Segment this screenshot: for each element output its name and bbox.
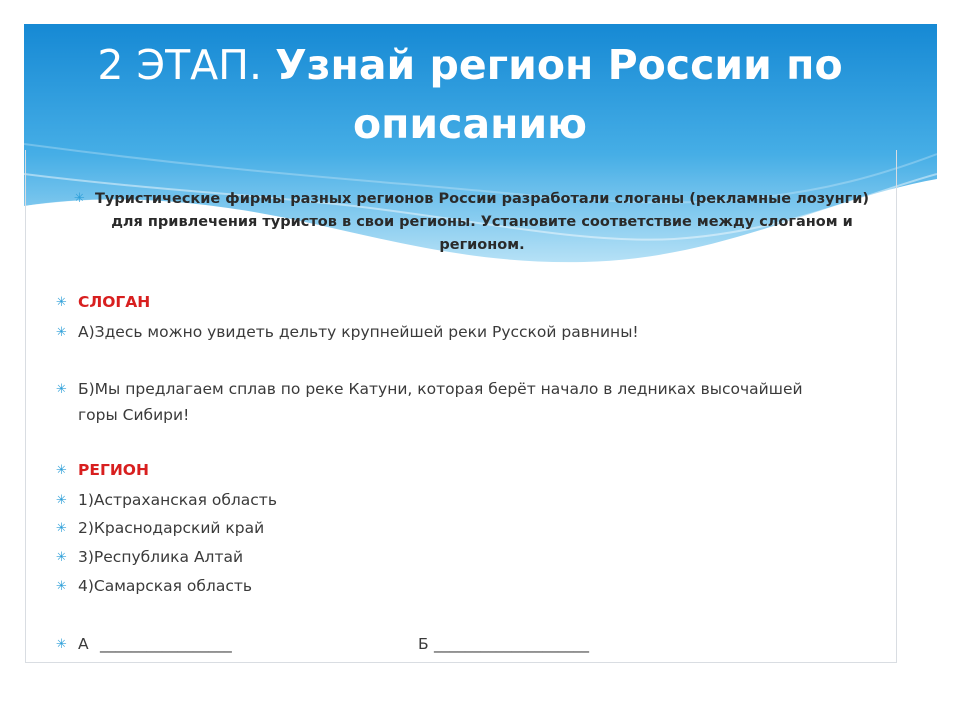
region-item: 3)Республика Алтай <box>78 548 244 566</box>
bullet-icon: ✳ <box>56 579 67 594</box>
slide-title <box>80 36 860 154</box>
answer-a-blank: _________________ <box>100 635 232 653</box>
bullet-icon: ✳ <box>56 550 67 565</box>
answer-a-label: А <box>78 635 89 653</box>
title-bold-line1: Узнай регион России по <box>275 41 843 89</box>
bullet-icon: ✳ <box>74 191 85 206</box>
bullet-icon: ✳ <box>56 637 67 652</box>
slogan-heading: СЛОГАН <box>78 293 151 311</box>
bullet-icon: ✳ <box>56 493 67 508</box>
bullet-icon: ✳ <box>56 521 67 536</box>
intro-text: Туристические фирмы разных регионов России разработали слоганы (рекламные лозунги) для привлечения туристов в свои регионы. Установите соответствие между слоганом и регионом. <box>95 191 869 253</box>
slogan-item-b-line2: горы Сибири! <box>78 406 190 424</box>
bullet-icon: ✳ <box>56 295 67 310</box>
slogan-item-b-line1: Б)Мы предлагаем сплав по реке Катуни, которая берёт начало в ледниках высочайшей <box>78 380 803 398</box>
bullet-icon: ✳ <box>56 382 67 397</box>
bullet-icon: ✳ <box>56 463 67 478</box>
slogan-item-a: А)Здесь можно увидеть дельту крупнейшей реки Русской равнины! <box>78 323 639 341</box>
region-item: 2)Краснодарский край <box>78 519 265 537</box>
region-item: 4)Самарская область <box>78 577 253 595</box>
answer-b-label: Б <box>418 635 429 653</box>
title-bold-line2: описанию <box>352 100 588 148</box>
region-heading: РЕГИОН <box>78 461 149 479</box>
title-prefix: 2 ЭТАП. <box>97 41 276 89</box>
answer-b-blank: ____________________ <box>434 635 589 653</box>
region-item: 1)Астраханская область <box>78 491 277 509</box>
bullet-icon: ✳ <box>56 325 67 340</box>
